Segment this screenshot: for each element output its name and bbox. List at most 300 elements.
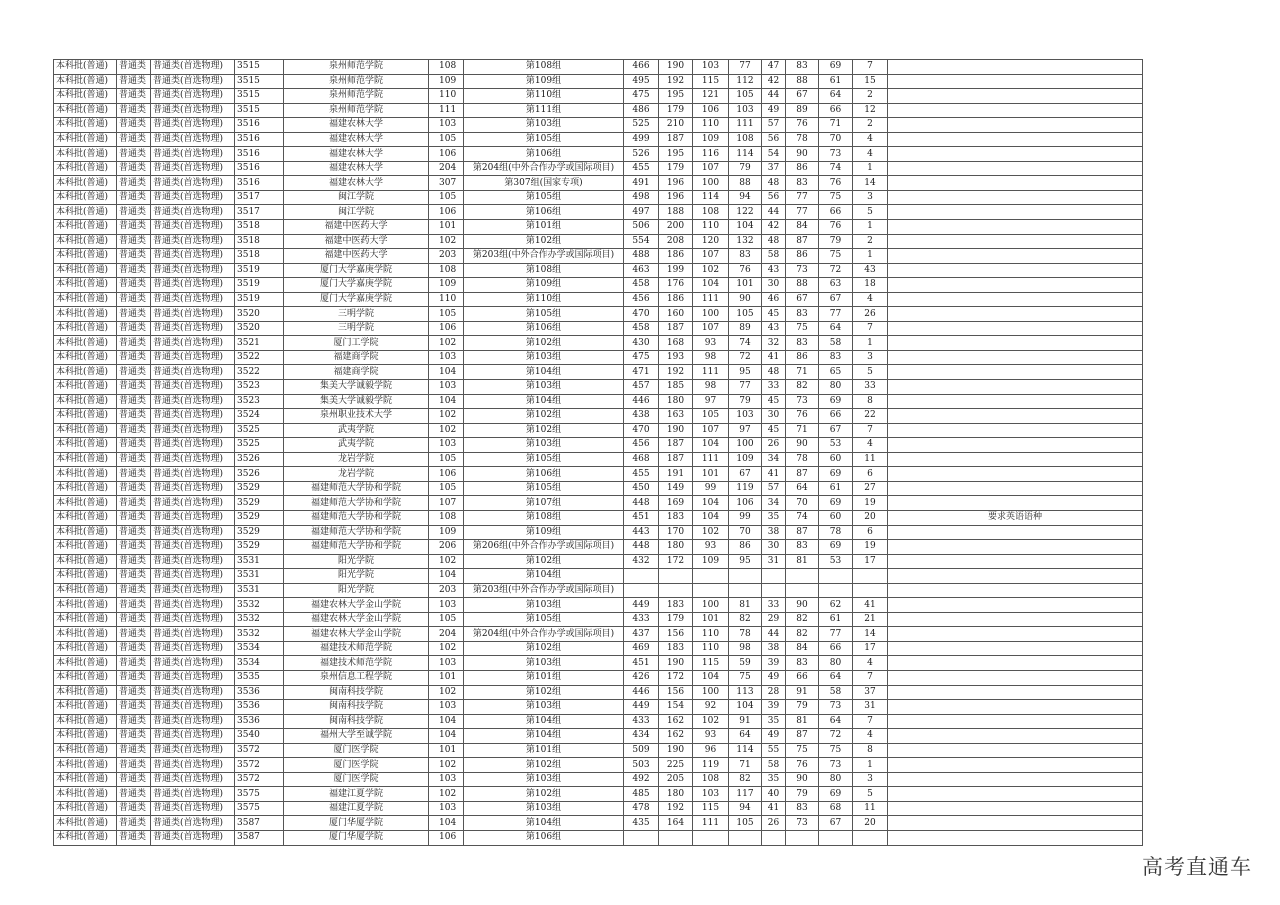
cell-remark bbox=[888, 700, 1143, 715]
cell-score-chem: 86 bbox=[786, 161, 819, 176]
cell-group-code: 102 bbox=[429, 554, 464, 569]
table-row bbox=[54, 423, 1143, 438]
cell-count: 15 bbox=[853, 74, 888, 89]
cell-group-name: 第108组 bbox=[464, 510, 624, 525]
cell-score-chem: 83 bbox=[786, 60, 819, 75]
cell-school-code: 3529 bbox=[235, 481, 284, 496]
cell-group-name: 第101组 bbox=[464, 743, 624, 758]
cell-score-bio: 61 bbox=[819, 74, 853, 89]
cell-subject-type: 普通类(首选物理) bbox=[151, 685, 235, 700]
cell-score-chem bbox=[786, 583, 819, 598]
cell-category: 普通类 bbox=[117, 60, 151, 75]
cell-school-name: 福建商学院 bbox=[284, 365, 429, 380]
cell-subject-type: 普通类(首选物理) bbox=[151, 729, 235, 744]
cell-subject-type: 普通类(首选物理) bbox=[151, 278, 235, 293]
cell-batch: 本科批(普通) bbox=[54, 423, 117, 438]
cell-count: 2 bbox=[853, 118, 888, 133]
table-row bbox=[54, 409, 1143, 424]
cell-school-code: 3526 bbox=[235, 452, 284, 467]
cell-subject-type: 普通类(首选物理) bbox=[151, 350, 235, 365]
cell-score-chem: 82 bbox=[786, 380, 819, 395]
cell-batch: 本科批(普通) bbox=[54, 234, 117, 249]
cell-score-chinese: 205 bbox=[659, 772, 693, 787]
cell-score-bio: 64 bbox=[819, 321, 853, 336]
cell-group-code: 108 bbox=[429, 60, 464, 75]
cell-score-chinese: 187 bbox=[659, 132, 693, 147]
cell-score-physics: 45 bbox=[762, 307, 786, 322]
cell-remark bbox=[888, 307, 1143, 322]
cell-score-chem: 76 bbox=[786, 409, 819, 424]
cell-batch: 本科批(普通) bbox=[54, 569, 117, 584]
cell-score-bio: 80 bbox=[819, 656, 853, 671]
cell-count: 1 bbox=[853, 161, 888, 176]
cell-batch: 本科批(普通) bbox=[54, 118, 117, 133]
cell-batch: 本科批(普通) bbox=[54, 772, 117, 787]
cell-score-foreign: 113 bbox=[729, 685, 762, 700]
cell-score-chem: 81 bbox=[786, 554, 819, 569]
table-row bbox=[54, 612, 1143, 627]
cell-school-name: 厦门医学院 bbox=[284, 772, 429, 787]
cell-school-code: 3516 bbox=[235, 132, 284, 147]
cell-score-total: 449 bbox=[624, 700, 659, 715]
cell-score-foreign: 77 bbox=[729, 380, 762, 395]
cell-score-physics: 45 bbox=[762, 394, 786, 409]
cell-score-math bbox=[693, 830, 729, 845]
cell-school-code: 3572 bbox=[235, 758, 284, 773]
cell-group-name: 第105组 bbox=[464, 190, 624, 205]
cell-school-name: 武夷学院 bbox=[284, 438, 429, 453]
cell-score-math: 115 bbox=[693, 656, 729, 671]
watermark-text: 高考直通车 bbox=[1142, 855, 1252, 879]
cell-group-name: 第107组 bbox=[464, 496, 624, 511]
cell-score-total: 458 bbox=[624, 278, 659, 293]
cell-school-name: 厦门大学嘉庚学院 bbox=[284, 278, 429, 293]
cell-score-chem: 76 bbox=[786, 118, 819, 133]
cell-score-physics: 48 bbox=[762, 234, 786, 249]
cell-score-physics: 34 bbox=[762, 496, 786, 511]
cell-category: 普通类 bbox=[117, 234, 151, 249]
table-row bbox=[54, 554, 1143, 569]
cell-score-bio: 66 bbox=[819, 103, 853, 118]
cell-score-physics bbox=[762, 569, 786, 584]
cell-score-bio: 70 bbox=[819, 132, 853, 147]
cell-score-math: 99 bbox=[693, 481, 729, 496]
table-row bbox=[54, 365, 1143, 380]
cell-remark bbox=[888, 234, 1143, 249]
cell-school-name: 福建农林大学 bbox=[284, 161, 429, 176]
cell-subject-type: 普通类(首选物理) bbox=[151, 74, 235, 89]
cell-score-math: 115 bbox=[693, 801, 729, 816]
cell-group-name: 第204组(中外合作办学或国际项目) bbox=[464, 161, 624, 176]
cell-category: 普通类 bbox=[117, 423, 151, 438]
cell-remark bbox=[888, 583, 1143, 598]
cell-score-bio bbox=[819, 583, 853, 598]
cell-score-total: 478 bbox=[624, 801, 659, 816]
cell-score-chem: 78 bbox=[786, 452, 819, 467]
cell-school-name: 闽南科技学院 bbox=[284, 700, 429, 715]
cell-remark bbox=[888, 569, 1143, 584]
cell-score-physics: 42 bbox=[762, 74, 786, 89]
cell-category: 普通类 bbox=[117, 830, 151, 845]
cell-school-code: 3518 bbox=[235, 249, 284, 264]
cell-score-total: 525 bbox=[624, 118, 659, 133]
cell-category: 普通类 bbox=[117, 380, 151, 395]
cell-score-bio: 72 bbox=[819, 729, 853, 744]
cell-category: 普通类 bbox=[117, 249, 151, 264]
cell-category: 普通类 bbox=[117, 220, 151, 235]
cell-category: 普通类 bbox=[117, 627, 151, 642]
cell-score-bio: 69 bbox=[819, 540, 853, 555]
cell-count: 7 bbox=[853, 60, 888, 75]
cell-remark bbox=[888, 438, 1143, 453]
cell-score-math: 103 bbox=[693, 60, 729, 75]
cell-count: 1 bbox=[853, 336, 888, 351]
cell-school-name: 泉州师范学院 bbox=[284, 74, 429, 89]
cell-score-chem: 87 bbox=[786, 467, 819, 482]
cell-school-code: 3587 bbox=[235, 830, 284, 845]
cell-batch: 本科批(普通) bbox=[54, 670, 117, 685]
cell-category: 普通类 bbox=[117, 394, 151, 409]
cell-remark bbox=[888, 816, 1143, 831]
cell-score-foreign bbox=[729, 583, 762, 598]
cell-count: 43 bbox=[853, 263, 888, 278]
cell-score-bio: 80 bbox=[819, 772, 853, 787]
table-row bbox=[54, 729, 1143, 744]
cell-remark bbox=[888, 554, 1143, 569]
cell-score-bio: 53 bbox=[819, 554, 853, 569]
cell-count bbox=[853, 569, 888, 584]
cell-score-math: 111 bbox=[693, 365, 729, 380]
cell-school-code: 3531 bbox=[235, 569, 284, 584]
cell-score-total: 486 bbox=[624, 103, 659, 118]
cell-batch: 本科批(普通) bbox=[54, 263, 117, 278]
cell-group-code: 105 bbox=[429, 190, 464, 205]
cell-category: 普通类 bbox=[117, 772, 151, 787]
cell-group-name: 第104组 bbox=[464, 816, 624, 831]
cell-score-math: 100 bbox=[693, 307, 729, 322]
cell-score-foreign: 105 bbox=[729, 89, 762, 104]
cell-category: 普通类 bbox=[117, 147, 151, 162]
cell-category: 普通类 bbox=[117, 816, 151, 831]
cell-score-math: 97 bbox=[693, 394, 729, 409]
cell-score-chinese: 156 bbox=[659, 685, 693, 700]
cell-subject-type: 普通类(首选物理) bbox=[151, 118, 235, 133]
cell-school-name: 福建农林大学 bbox=[284, 176, 429, 191]
cell-batch: 本科批(普通) bbox=[54, 190, 117, 205]
cell-score-bio: 83 bbox=[819, 350, 853, 365]
cell-score-chinese: 179 bbox=[659, 103, 693, 118]
cell-score-physics: 43 bbox=[762, 263, 786, 278]
cell-score-chinese: 172 bbox=[659, 670, 693, 685]
cell-score-physics: 26 bbox=[762, 438, 786, 453]
cell-count: 12 bbox=[853, 103, 888, 118]
cell-score-math: 109 bbox=[693, 132, 729, 147]
cell-score-math: 111 bbox=[693, 452, 729, 467]
cell-school-name: 阳光学院 bbox=[284, 583, 429, 598]
cell-score-physics: 57 bbox=[762, 118, 786, 133]
cell-score-chem: 79 bbox=[786, 700, 819, 715]
cell-school-code: 3575 bbox=[235, 787, 284, 802]
cell-school-code: 3534 bbox=[235, 656, 284, 671]
cell-category: 普通类 bbox=[117, 438, 151, 453]
cell-group-name: 第104组 bbox=[464, 714, 624, 729]
cell-score-bio: 78 bbox=[819, 525, 853, 540]
cell-group-name: 第102组 bbox=[464, 234, 624, 249]
cell-score-total: 492 bbox=[624, 772, 659, 787]
cell-count: 7 bbox=[853, 423, 888, 438]
cell-score-chinese: 162 bbox=[659, 729, 693, 744]
cell-school-code: 3515 bbox=[235, 60, 284, 75]
cell-school-name: 泉州师范学院 bbox=[284, 89, 429, 104]
cell-count: 5 bbox=[853, 205, 888, 220]
cell-score-chem: 86 bbox=[786, 249, 819, 264]
cell-category: 普通类 bbox=[117, 89, 151, 104]
cell-batch: 本科批(普通) bbox=[54, 452, 117, 467]
cell-score-foreign: 82 bbox=[729, 772, 762, 787]
cell-score-chem: 77 bbox=[786, 190, 819, 205]
cell-category: 普通类 bbox=[117, 801, 151, 816]
cell-remark bbox=[888, 89, 1143, 104]
cell-category: 普通类 bbox=[117, 176, 151, 191]
cell-group-name: 第102组 bbox=[464, 787, 624, 802]
cell-score-foreign: 112 bbox=[729, 74, 762, 89]
table-row bbox=[54, 321, 1143, 336]
cell-score-foreign: 111 bbox=[729, 118, 762, 133]
table-row bbox=[54, 525, 1143, 540]
cell-score-bio: 64 bbox=[819, 89, 853, 104]
cell-score-chem: 90 bbox=[786, 598, 819, 613]
cell-score-total: 498 bbox=[624, 190, 659, 205]
cell-score-physics: 43 bbox=[762, 321, 786, 336]
cell-subject-type: 普通类(首选物理) bbox=[151, 787, 235, 802]
cell-score-physics: 35 bbox=[762, 714, 786, 729]
cell-score-math: 116 bbox=[693, 147, 729, 162]
cell-score-foreign: 103 bbox=[729, 409, 762, 424]
cell-count: 14 bbox=[853, 176, 888, 191]
cell-school-name: 泉州师范学院 bbox=[284, 103, 429, 118]
cell-score-chinese: 149 bbox=[659, 481, 693, 496]
table-row bbox=[54, 481, 1143, 496]
cell-batch: 本科批(普通) bbox=[54, 525, 117, 540]
cell-school-name: 福建师范大学协和学院 bbox=[284, 481, 429, 496]
cell-school-name: 福建商学院 bbox=[284, 350, 429, 365]
cell-batch: 本科批(普通) bbox=[54, 554, 117, 569]
cell-score-foreign: 132 bbox=[729, 234, 762, 249]
table-row bbox=[54, 583, 1143, 598]
cell-score-chem: 83 bbox=[786, 801, 819, 816]
cell-category: 普通类 bbox=[117, 190, 151, 205]
cell-count: 18 bbox=[853, 278, 888, 293]
cell-count: 26 bbox=[853, 307, 888, 322]
cell-group-name: 第106组 bbox=[464, 467, 624, 482]
cell-score-chem: 83 bbox=[786, 540, 819, 555]
cell-score-math: 120 bbox=[693, 234, 729, 249]
table-row bbox=[54, 89, 1143, 104]
cell-school-name: 厦门华厦学院 bbox=[284, 816, 429, 831]
table-row bbox=[54, 670, 1143, 685]
cell-school-name: 厦门华厦学院 bbox=[284, 830, 429, 845]
cell-score-chem: 82 bbox=[786, 627, 819, 642]
cell-subject-type: 普通类(首选物理) bbox=[151, 598, 235, 613]
cell-score-math: 102 bbox=[693, 263, 729, 278]
table-body bbox=[54, 60, 1143, 846]
cell-score-chinese: 196 bbox=[659, 190, 693, 205]
cell-school-name: 闽江学院 bbox=[284, 190, 429, 205]
cell-score-physics: 44 bbox=[762, 627, 786, 642]
cell-score-chinese: 168 bbox=[659, 336, 693, 351]
cell-score-chinese: 183 bbox=[659, 641, 693, 656]
cell-remark bbox=[888, 801, 1143, 816]
cell-subject-type: 普通类(首选物理) bbox=[151, 583, 235, 598]
cell-school-name: 福建农林大学金山学院 bbox=[284, 598, 429, 613]
cell-school-name: 福建中医药大学 bbox=[284, 220, 429, 235]
cell-category: 普通类 bbox=[117, 263, 151, 278]
cell-group-code: 206 bbox=[429, 540, 464, 555]
cell-subject-type: 普通类(首选物理) bbox=[151, 190, 235, 205]
cell-score-chinese: 172 bbox=[659, 554, 693, 569]
cell-batch: 本科批(普通) bbox=[54, 583, 117, 598]
cell-score-math: 96 bbox=[693, 743, 729, 758]
cell-score-chem: 67 bbox=[786, 89, 819, 104]
cell-remark bbox=[888, 380, 1143, 395]
cell-score-physics: 30 bbox=[762, 278, 786, 293]
cell-score-chem: 78 bbox=[786, 132, 819, 147]
cell-score-chinese: 185 bbox=[659, 380, 693, 395]
cell-batch: 本科批(普通) bbox=[54, 481, 117, 496]
cell-score-bio: 73 bbox=[819, 758, 853, 773]
cell-score-chinese: 176 bbox=[659, 278, 693, 293]
cell-score-foreign: 114 bbox=[729, 743, 762, 758]
cell-school-name: 阳光学院 bbox=[284, 554, 429, 569]
cell-remark bbox=[888, 205, 1143, 220]
cell-score-total: 458 bbox=[624, 321, 659, 336]
cell-score-math: 93 bbox=[693, 729, 729, 744]
cell-score-physics: 45 bbox=[762, 423, 786, 438]
cell-score-chem: 70 bbox=[786, 496, 819, 511]
cell-score-chinese: 187 bbox=[659, 438, 693, 453]
cell-category: 普通类 bbox=[117, 467, 151, 482]
cell-score-chinese: 186 bbox=[659, 292, 693, 307]
cell-score-physics: 48 bbox=[762, 365, 786, 380]
cell-group-code: 103 bbox=[429, 350, 464, 365]
cell-group-name: 第102组 bbox=[464, 554, 624, 569]
cell-score-chem: 87 bbox=[786, 525, 819, 540]
cell-score-chem: 83 bbox=[786, 336, 819, 351]
cell-score-physics: 44 bbox=[762, 205, 786, 220]
cell-group-name: 第103组 bbox=[464, 438, 624, 453]
cell-score-total: 435 bbox=[624, 816, 659, 831]
cell-group-name: 第106组 bbox=[464, 205, 624, 220]
cell-score-total: 450 bbox=[624, 481, 659, 496]
cell-score-foreign: 86 bbox=[729, 540, 762, 555]
cell-score-foreign: 79 bbox=[729, 161, 762, 176]
cell-batch: 本科批(普通) bbox=[54, 380, 117, 395]
cell-group-code: 102 bbox=[429, 685, 464, 700]
cell-group-code: 104 bbox=[429, 714, 464, 729]
cell-batch: 本科批(普通) bbox=[54, 89, 117, 104]
cell-score-chinese: 170 bbox=[659, 525, 693, 540]
cell-subject-type: 普通类(首选物理) bbox=[151, 220, 235, 235]
cell-score-math: 100 bbox=[693, 176, 729, 191]
cell-remark bbox=[888, 249, 1143, 264]
cell-score-math: 108 bbox=[693, 772, 729, 787]
cell-group-name: 第103组 bbox=[464, 656, 624, 671]
cell-score-bio: 79 bbox=[819, 234, 853, 249]
cell-batch: 本科批(普通) bbox=[54, 685, 117, 700]
cell-score-total: 448 bbox=[624, 496, 659, 511]
cell-score-total: 449 bbox=[624, 598, 659, 613]
cell-score-bio: 77 bbox=[819, 307, 853, 322]
cell-group-code: 104 bbox=[429, 729, 464, 744]
cell-group-code: 106 bbox=[429, 321, 464, 336]
cell-score-math bbox=[693, 569, 729, 584]
cell-group-code: 203 bbox=[429, 583, 464, 598]
cell-group-name: 第104组 bbox=[464, 394, 624, 409]
cell-batch: 本科批(普通) bbox=[54, 132, 117, 147]
cell-remark: 要求英语语种 bbox=[888, 510, 1143, 525]
table-row bbox=[54, 60, 1143, 75]
cell-score-math: 101 bbox=[693, 612, 729, 627]
cell-count: 5 bbox=[853, 787, 888, 802]
cell-school-code: 3536 bbox=[235, 714, 284, 729]
cell-score-foreign: 103 bbox=[729, 103, 762, 118]
cell-school-name: 三明学院 bbox=[284, 307, 429, 322]
cell-remark bbox=[888, 787, 1143, 802]
cell-count: 19 bbox=[853, 540, 888, 555]
cell-group-name: 第104组 bbox=[464, 569, 624, 584]
cell-score-physics: 39 bbox=[762, 656, 786, 671]
cell-score-physics: 28 bbox=[762, 685, 786, 700]
cell-score-chinese: 191 bbox=[659, 467, 693, 482]
cell-score-chem: 77 bbox=[786, 205, 819, 220]
cell-category: 普通类 bbox=[117, 758, 151, 773]
cell-school-code: 3532 bbox=[235, 627, 284, 642]
cell-count: 7 bbox=[853, 321, 888, 336]
cell-subject-type: 普通类(首选物理) bbox=[151, 554, 235, 569]
cell-count: 41 bbox=[853, 598, 888, 613]
cell-subject-type: 普通类(首选物理) bbox=[151, 700, 235, 715]
cell-group-name: 第105组 bbox=[464, 481, 624, 496]
cell-count: 8 bbox=[853, 743, 888, 758]
cell-score-total: 443 bbox=[624, 525, 659, 540]
cell-score-math: 115 bbox=[693, 74, 729, 89]
cell-school-code: 3523 bbox=[235, 394, 284, 409]
cell-count bbox=[853, 583, 888, 598]
cell-score-chem: 81 bbox=[786, 714, 819, 729]
cell-score-math: 104 bbox=[693, 438, 729, 453]
cell-school-code: 3517 bbox=[235, 205, 284, 220]
cell-score-physics: 30 bbox=[762, 540, 786, 555]
cell-count: 4 bbox=[853, 656, 888, 671]
cell-score-total: 456 bbox=[624, 292, 659, 307]
cell-group-code: 109 bbox=[429, 525, 464, 540]
cell-score-physics: 38 bbox=[762, 525, 786, 540]
cell-school-name: 泉州信息工程学院 bbox=[284, 670, 429, 685]
cell-score-total: 466 bbox=[624, 60, 659, 75]
cell-score-math: 104 bbox=[693, 278, 729, 293]
cell-score-math: 111 bbox=[693, 816, 729, 831]
cell-category: 普通类 bbox=[117, 714, 151, 729]
cell-group-code: 104 bbox=[429, 816, 464, 831]
cell-group-code: 103 bbox=[429, 380, 464, 395]
cell-subject-type: 普通类(首选物理) bbox=[151, 176, 235, 191]
cell-score-chem: 91 bbox=[786, 685, 819, 700]
cell-score-physics: 56 bbox=[762, 132, 786, 147]
cell-subject-type: 普通类(首选物理) bbox=[151, 205, 235, 220]
table-row bbox=[54, 700, 1143, 715]
cell-score-bio: 58 bbox=[819, 685, 853, 700]
cell-group-code: 307 bbox=[429, 176, 464, 191]
